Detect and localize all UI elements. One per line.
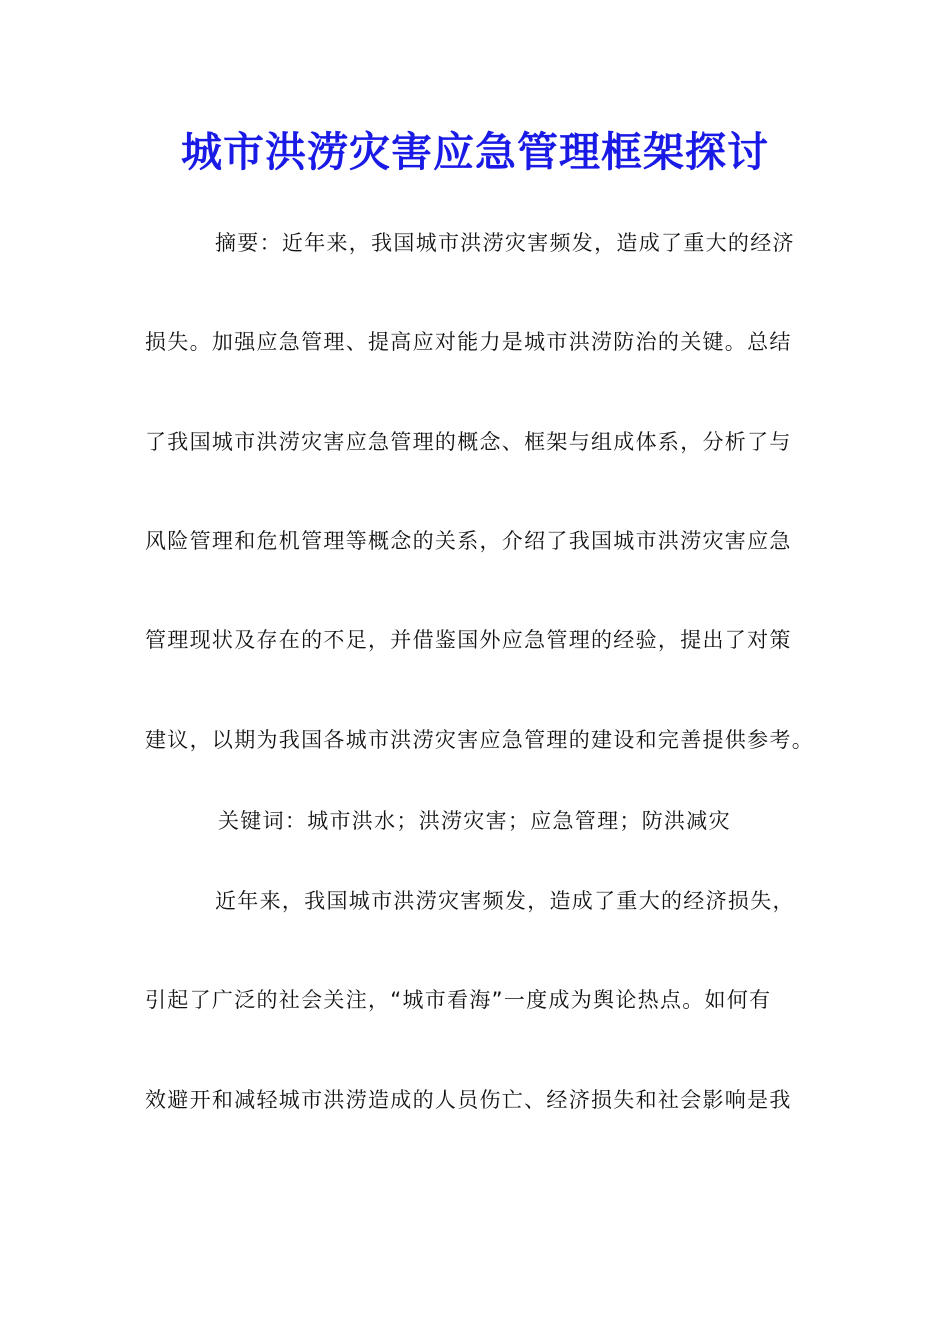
body-line: 引起了广泛的社会关注，“城市看海”一度成为舆论热点。如何有	[145, 988, 772, 1012]
abstract-line: 建议，以期为我国各城市洪涝灾害应急管理的建设和完善提供参考。	[145, 728, 814, 752]
body-line: 效避开和减轻城市洪涝造成的人员伤亡、经济损失和社会影响是我	[145, 1088, 792, 1112]
keywords-line: 关键词：城市洪水；洪涝灾害；应急管理；防洪减灾	[218, 809, 731, 833]
document-title: 城市洪涝灾害应急管理框架探讨	[181, 128, 769, 176]
abstract-line: 损失。加强应急管理、提高应对能力是城市洪涝防治的关键。总结	[145, 330, 792, 354]
abstract-line: 管理现状及存在的不足，并借鉴国外应急管理的经验，提出了对策	[145, 628, 792, 652]
abstract-line: 了我国城市洪涝灾害应急管理的概念、框架与组成体系，分析了与	[145, 430, 792, 454]
body-line: 近年来，我国城市洪涝灾害频发，造成了重大的经济损失，	[215, 889, 795, 913]
abstract-line: 风险管理和危机管理等概念的关系，介绍了我国城市洪涝灾害应急	[145, 529, 792, 553]
abstract-line: 摘要：近年来，我国城市洪涝灾害频发，造成了重大的经济	[215, 231, 795, 255]
